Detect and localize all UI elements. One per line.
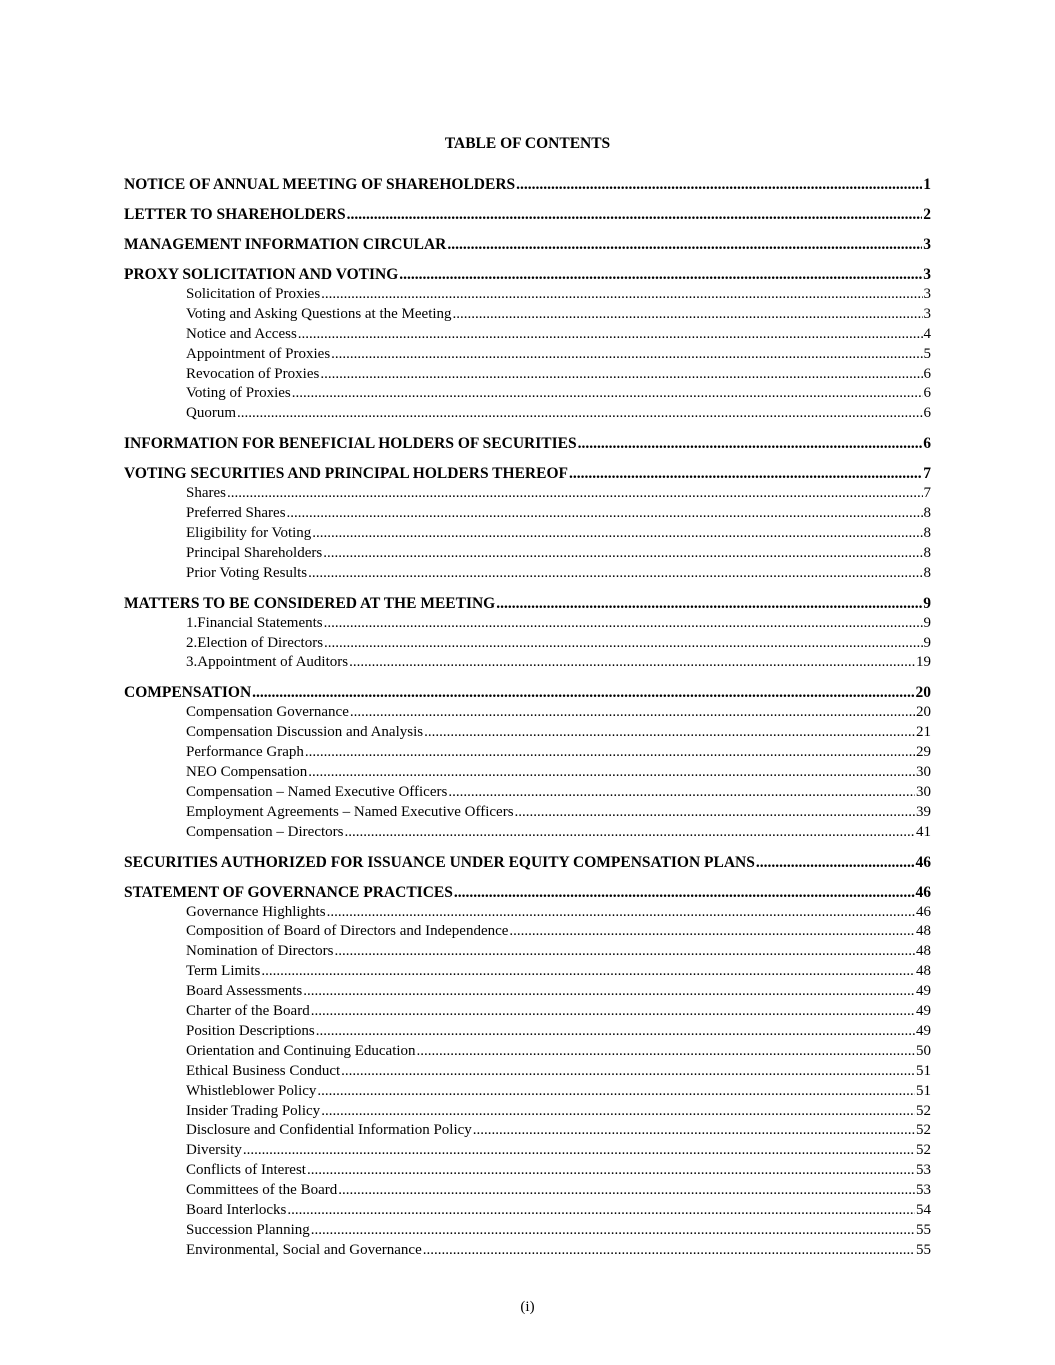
toc-entry-page: 20 bbox=[915, 684, 931, 702]
toc-subentry[interactable] bbox=[124, 564, 931, 584]
toc-entry-label: Principal Shareholders bbox=[186, 544, 323, 561]
toc-entry-label: Eligibility for Voting bbox=[186, 525, 312, 542]
toc-entry-page: 6 bbox=[923, 405, 931, 422]
toc-entry-label: Revocation of Proxies bbox=[186, 365, 320, 382]
dot-leader bbox=[298, 325, 923, 345]
dot-leader bbox=[331, 345, 922, 365]
toc-subentry[interactable] bbox=[124, 1201, 931, 1221]
dot-leader bbox=[454, 882, 915, 903]
dot-leader bbox=[321, 1102, 915, 1122]
toc-entry-page: 55 bbox=[916, 1241, 931, 1258]
toc-subentry[interactable] bbox=[124, 962, 931, 982]
toc-entry-label: 3.Appointment of Auditors bbox=[186, 654, 349, 671]
toc-entry-label: 2.Election of Directors bbox=[186, 634, 324, 651]
toc-subentry[interactable] bbox=[124, 763, 931, 783]
toc-entry-label: Prior Voting Results bbox=[186, 564, 308, 581]
toc-section bbox=[124, 264, 931, 424]
dot-leader bbox=[321, 285, 922, 305]
toc-entry-label: Voting of Proxies bbox=[186, 385, 291, 402]
dot-leader bbox=[453, 305, 923, 325]
toc-entry-page: 5 bbox=[923, 345, 931, 362]
toc-subentry[interactable] bbox=[124, 345, 931, 365]
toc-entry-label: 1.Financial Statements bbox=[186, 614, 323, 631]
toc-subentry[interactable] bbox=[124, 1221, 931, 1241]
toc-section-heading[interactable] bbox=[124, 264, 931, 285]
toc-entry-label: PROXY SOLICITATION AND VOTING bbox=[124, 266, 399, 283]
toc-subentry[interactable] bbox=[124, 1082, 931, 1102]
toc-entry-page: 46 bbox=[915, 883, 931, 901]
dot-leader bbox=[303, 982, 915, 1002]
toc-subentry[interactable] bbox=[124, 285, 931, 305]
toc-subentry[interactable] bbox=[124, 544, 931, 564]
dot-leader bbox=[350, 703, 915, 723]
toc-subentry[interactable] bbox=[124, 982, 931, 1002]
toc-section-heading[interactable] bbox=[124, 852, 931, 873]
toc-section bbox=[124, 852, 931, 873]
toc-section-heading[interactable] bbox=[124, 882, 931, 903]
toc-subentry[interactable] bbox=[124, 922, 931, 942]
dot-leader bbox=[448, 783, 915, 803]
toc-entry-page: 7 bbox=[923, 465, 931, 483]
toc-subentry[interactable] bbox=[124, 634, 931, 654]
dot-leader bbox=[341, 1062, 915, 1082]
dot-leader bbox=[308, 763, 915, 783]
toc-entry-label: Term Limits bbox=[186, 963, 261, 980]
toc-subentry[interactable] bbox=[124, 783, 931, 803]
toc-entry-page: 6 bbox=[923, 385, 931, 402]
toc-section bbox=[124, 463, 931, 583]
toc-entry-page: 48 bbox=[916, 943, 931, 960]
toc-entry-page: 21 bbox=[916, 724, 931, 741]
toc-entry-label: Environmental, Social and Governance bbox=[186, 1241, 422, 1258]
toc-section bbox=[124, 682, 931, 842]
dot-leader bbox=[287, 1201, 915, 1221]
toc-entry-page: 46 bbox=[916, 903, 931, 920]
toc-entry-page: 49 bbox=[916, 1003, 931, 1020]
toc-subentry[interactable] bbox=[124, 803, 931, 823]
toc-entry-label: Succession Planning bbox=[186, 1221, 310, 1238]
toc-subentry[interactable] bbox=[124, 524, 931, 544]
toc-subentry[interactable] bbox=[124, 743, 931, 763]
toc-entry-label: INFORMATION FOR BENEFICIAL HOLDERS OF SECURITIES bbox=[124, 435, 577, 453]
toc-entry-page: 9 bbox=[923, 634, 931, 651]
toc-section-heading[interactable] bbox=[124, 433, 931, 454]
dot-leader bbox=[399, 264, 922, 285]
toc-subentry[interactable] bbox=[124, 1181, 931, 1201]
toc-entry-page: 54 bbox=[916, 1201, 931, 1218]
toc-entry-label: STATEMENT OF GOVERNANCE PRACTICES bbox=[124, 883, 453, 901]
toc-entry-label: Insider Trading Policy bbox=[186, 1102, 321, 1119]
dot-leader bbox=[316, 1022, 915, 1042]
toc-entry-page: 3 bbox=[923, 236, 931, 253]
toc-entry-page: 9 bbox=[923, 614, 931, 631]
toc-entry-label: Committees of the Board bbox=[186, 1182, 338, 1199]
toc-subentry[interactable] bbox=[124, 823, 931, 843]
toc-subentry[interactable] bbox=[124, 703, 931, 723]
toc-entry-label: Diversity bbox=[186, 1142, 242, 1159]
toc-entry-label: LETTER TO SHAREHOLDERS bbox=[124, 206, 346, 223]
dot-leader bbox=[447, 234, 922, 255]
dot-leader bbox=[305, 743, 915, 763]
toc-subentry[interactable] bbox=[124, 404, 931, 424]
toc-entry-label: Governance Highlights bbox=[186, 903, 326, 920]
dot-leader bbox=[237, 404, 923, 424]
toc-entry-page: 30 bbox=[916, 764, 931, 781]
toc-subentry[interactable] bbox=[124, 325, 931, 345]
toc-subentry[interactable] bbox=[124, 384, 931, 404]
toc-entry-label: Orientation and Continuing Education bbox=[186, 1042, 416, 1059]
dot-leader bbox=[569, 463, 922, 484]
toc-entry-page: 9 bbox=[923, 594, 931, 612]
dot-leader bbox=[327, 903, 915, 923]
toc-entry-label: Preferred Shares bbox=[186, 505, 286, 522]
dot-leader bbox=[509, 922, 915, 942]
dot-leader bbox=[338, 1181, 915, 1201]
dot-leader bbox=[516, 174, 922, 195]
toc-entry-label: Composition of Board of Directors and Independence bbox=[186, 923, 509, 940]
toc-entry-page: 2 bbox=[923, 206, 931, 223]
toc-entry-page: 8 bbox=[923, 544, 931, 561]
toc-entry-page: 6 bbox=[923, 435, 931, 453]
toc-entry-page: 55 bbox=[916, 1221, 931, 1238]
toc-entry-label: NOTICE OF ANNUAL MEETING OF SHAREHOLDERS bbox=[124, 176, 516, 193]
toc-subentry[interactable] bbox=[124, 484, 931, 504]
dot-leader bbox=[424, 723, 915, 743]
toc-entry-page: 49 bbox=[916, 983, 931, 1000]
toc-entry-label: SECURITIES AUTHORIZED FOR ISSUANCE UNDER EQUITY COMPENSATION PLANS bbox=[124, 853, 755, 871]
toc-subentry[interactable] bbox=[124, 903, 931, 923]
dot-leader bbox=[334, 942, 915, 962]
toc-entry-label: Solicitation of Proxies bbox=[186, 286, 321, 302]
toc-entry-page: 6 bbox=[923, 365, 931, 382]
toc-entry-page: 49 bbox=[916, 1022, 931, 1039]
toc-entry-page: 53 bbox=[916, 1182, 931, 1199]
dot-leader bbox=[308, 564, 922, 584]
toc-subentry[interactable] bbox=[124, 1161, 931, 1181]
toc-entry-page: 1 bbox=[923, 176, 931, 193]
dot-leader bbox=[311, 1221, 915, 1241]
toc-section bbox=[124, 204, 931, 225]
toc-section bbox=[124, 174, 931, 195]
toc-entry-label: Whistleblower Policy bbox=[186, 1082, 317, 1099]
toc-entry-label: Nomination of Directors bbox=[186, 943, 334, 960]
toc-entry-page: 48 bbox=[916, 963, 931, 980]
toc-section-heading[interactable] bbox=[124, 204, 931, 225]
toc-subentry[interactable] bbox=[124, 723, 931, 743]
page-title: TABLE OF CONTENTS bbox=[444, 135, 611, 152]
dot-leader bbox=[320, 365, 922, 385]
toc-entry-label: Compensation – Named Executive Officers bbox=[186, 783, 448, 800]
dot-leader bbox=[515, 803, 915, 823]
toc-entry-label: Performance Graph bbox=[186, 744, 304, 761]
dot-leader bbox=[317, 1082, 915, 1102]
toc-entry-page: 4 bbox=[923, 325, 931, 342]
dot-leader bbox=[349, 653, 915, 673]
dot-leader bbox=[323, 544, 922, 564]
toc-subentry[interactable] bbox=[124, 942, 931, 962]
toc-entry-page: 46 bbox=[915, 853, 931, 871]
toc-entry-label: Conflicts of Interest bbox=[186, 1162, 306, 1179]
toc-entry-page: 51 bbox=[916, 1082, 931, 1099]
dot-leader bbox=[287, 504, 923, 524]
toc-entry-label: Charter of the Board bbox=[186, 1003, 310, 1020]
toc-subentry[interactable] bbox=[124, 1241, 931, 1261]
toc-entry-label: MANAGEMENT INFORMATION CIRCULAR bbox=[124, 236, 447, 253]
dot-leader bbox=[307, 1161, 915, 1181]
dot-leader bbox=[473, 1121, 915, 1141]
toc-entry-label: COMPENSATION bbox=[124, 684, 252, 702]
toc-entry-label: NEO Compensation bbox=[186, 764, 308, 781]
toc-entry-page: 8 bbox=[923, 505, 931, 522]
dot-leader bbox=[423, 1241, 915, 1261]
toc-section-heading[interactable] bbox=[124, 234, 931, 255]
toc-entry-page: 8 bbox=[923, 564, 931, 581]
toc-entry-page: 48 bbox=[916, 923, 931, 940]
toc-entry-label: Shares bbox=[186, 485, 226, 502]
toc-entry-label: MATTERS TO BE CONSIDERED AT THE MEETING bbox=[124, 594, 496, 612]
toc-section-heading[interactable] bbox=[124, 463, 931, 484]
toc-entry-label: Appointment of Proxies bbox=[186, 345, 331, 362]
toc-subentry[interactable] bbox=[124, 1062, 931, 1082]
dot-leader bbox=[417, 1042, 915, 1062]
toc-entry-label: Compensation – Directors bbox=[186, 823, 344, 840]
toc-entry-label: VOTING SECURITIES AND PRINCIPAL HOLDERS THEREOF bbox=[124, 465, 568, 483]
toc-subentry[interactable] bbox=[124, 1141, 931, 1161]
toc-subentry[interactable] bbox=[124, 653, 931, 673]
toc-entry-label: Notice and Access bbox=[186, 325, 297, 342]
toc-entry-label: Compensation Discussion and Analysis bbox=[186, 724, 424, 741]
toc-entry-label: Board Interlocks bbox=[186, 1201, 287, 1218]
toc-subentry[interactable] bbox=[124, 1022, 931, 1042]
toc-subentry[interactable] bbox=[124, 1002, 931, 1022]
toc-section-heading[interactable] bbox=[124, 682, 931, 703]
toc-entry-page: 3 bbox=[923, 286, 931, 302]
toc-entry-page: 19 bbox=[916, 654, 931, 671]
toc-subentry[interactable] bbox=[124, 614, 931, 634]
toc-section bbox=[124, 593, 931, 674]
toc-section bbox=[124, 234, 931, 255]
toc-entry-page: 3 bbox=[923, 266, 931, 283]
toc-subentry[interactable] bbox=[124, 365, 931, 385]
toc-entry-label: Voting and Asking Questions at the Meeting bbox=[186, 305, 452, 322]
dot-leader bbox=[227, 484, 923, 504]
toc-entry-page: 52 bbox=[916, 1122, 931, 1139]
toc-entry-label: Ethical Business Conduct bbox=[186, 1062, 341, 1079]
toc-entry-label: Quorum bbox=[186, 405, 236, 422]
toc-entry-page: 29 bbox=[916, 744, 931, 761]
toc-entry-page: 41 bbox=[916, 823, 931, 840]
toc-entry-page: 30 bbox=[916, 783, 931, 800]
toc-entry-label: Disclosure and Confidential Information Policy bbox=[186, 1122, 472, 1139]
dot-leader bbox=[324, 634, 922, 654]
page-number: (i) bbox=[520, 1299, 535, 1315]
dot-leader bbox=[578, 433, 923, 454]
toc-entry-page: 3 bbox=[923, 305, 931, 322]
toc-entry-page: 50 bbox=[916, 1042, 931, 1059]
toc-section-heading[interactable] bbox=[124, 593, 931, 614]
toc-entry-label: Board Assessments bbox=[186, 983, 303, 1000]
toc-entry-page: 52 bbox=[916, 1142, 931, 1159]
dot-leader bbox=[252, 682, 914, 703]
dot-leader bbox=[344, 823, 915, 843]
toc-entry-page: 39 bbox=[916, 803, 931, 820]
dot-leader bbox=[324, 614, 923, 634]
toc-section-heading[interactable] bbox=[124, 174, 931, 195]
dot-leader bbox=[347, 204, 923, 225]
toc-subentry[interactable] bbox=[124, 1121, 931, 1141]
toc-entry-label: Compensation Governance bbox=[186, 704, 349, 721]
toc-section bbox=[124, 882, 931, 1261]
toc-entry-label: Employment Agreements – Named Executive Officers bbox=[186, 803, 514, 820]
toc-subentry[interactable] bbox=[124, 1042, 931, 1062]
toc-subentry[interactable] bbox=[124, 1102, 931, 1122]
dot-leader bbox=[496, 593, 922, 614]
dot-leader bbox=[243, 1141, 915, 1161]
dot-leader bbox=[261, 962, 915, 982]
toc-subentry[interactable] bbox=[124, 305, 931, 325]
dot-leader bbox=[756, 852, 915, 873]
toc-subentry[interactable] bbox=[124, 504, 931, 524]
toc-entry-page: 53 bbox=[916, 1162, 931, 1179]
toc-entry-page: 52 bbox=[916, 1102, 931, 1119]
toc-entry-page: 51 bbox=[916, 1062, 931, 1079]
dot-leader bbox=[311, 1002, 915, 1022]
table-of-contents bbox=[124, 174, 931, 1270]
toc-entry-page: 8 bbox=[923, 525, 931, 542]
toc-entry-page: 7 bbox=[923, 485, 931, 502]
toc-entry-page: 20 bbox=[916, 704, 931, 721]
dot-leader bbox=[312, 524, 922, 544]
dot-leader bbox=[292, 384, 923, 404]
toc-section bbox=[124, 433, 931, 454]
toc-entry-label: Position Descriptions bbox=[186, 1022, 315, 1039]
